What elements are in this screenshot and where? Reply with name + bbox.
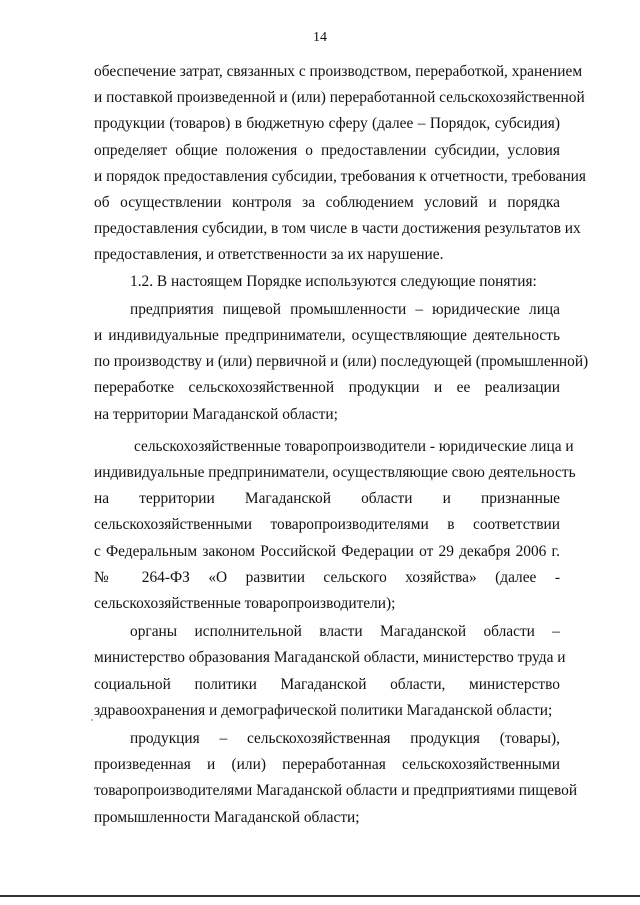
paragraph-section-1-2 (94, 269, 560, 295)
text-line: сельскохозяйственные товаропроизводители - юридические лица и (134, 437, 574, 455)
text-line: органы исполнительной власти Магаданской области – (130, 623, 560, 641)
page-number: 14 (313, 30, 327, 45)
text-line: об осуществлении контроля за соблюдением условий и порядка (94, 194, 560, 212)
text-line: на территории Магаданской области; (94, 405, 338, 423)
paragraph-executive-authorities (94, 619, 566, 724)
text-line: промышленности Магаданской области; (94, 808, 360, 826)
text-line: 1.2. В настоящем Порядке используются следующие понятия: (130, 272, 537, 290)
text-line: продукция – сельскохозяйственная продукция (товары), (130, 730, 560, 748)
text-line: и индивидуальные предприниматели, осуществляющие деятельность (94, 327, 560, 345)
text-line: на территории Магаданской области и признанные (94, 490, 560, 508)
document-body (94, 59, 589, 831)
paragraph-food-industry-enterprises (94, 297, 589, 428)
bottom-scan-border (0, 895, 640, 897)
text-line: предприятия пищевой промышленности – юридические лица (130, 300, 560, 318)
text-line: социальной политики Магаданской области, министерство (94, 675, 560, 693)
paragraph-products (94, 726, 578, 831)
text-line: министерство образования Магаданской области, министерство труда и (94, 649, 566, 667)
text-line: и порядок предоставления субсидии, требования к отчетности, требования (94, 167, 586, 185)
text-line: сельскохозяйственные товаропроизводители); (94, 595, 396, 613)
text-line: определяет общие положения о предоставлении субсидии, условия (94, 141, 560, 159)
paragraph-order-definition (94, 59, 586, 269)
text-line: и поставкой произведенной и (или) переработанной сельскохозяйственной (94, 89, 585, 107)
text-line: переработке сельскохозяйственной продукции и ее реализации (94, 379, 560, 397)
text-line: произведенная и (или) переработанная сельскохозяйственными (94, 756, 560, 774)
text-line: продукции (товаров) в бюджетную сферу (далее – Порядок, субсидия) (94, 115, 560, 133)
text-line: по производству и (или) первичной и (или) последующей (промышленной) (94, 353, 589, 371)
text-line: с Федеральным законом Российской Федерации от 29 декабря 2006 г. (94, 542, 560, 560)
text-line: сельскохозяйственными товаропроизводителями в соответствии (94, 516, 560, 534)
text-line: № 264-ФЗ «О развитии сельского хозяйства» (далее - (94, 568, 560, 586)
text-line: индивидуальные предприниматели, осуществляющие свою деятельность (94, 464, 576, 482)
scan-artifact (91, 719, 93, 721)
text-line: предоставления субсидии, в том числе в части достижения результатов их (94, 220, 581, 238)
text-line: здравоохранения и демографической политики Магаданской области; (94, 701, 553, 719)
text-line: обеспечение затрат, связанных с производством, переработкой, хранением (94, 63, 583, 80)
paragraph-agricultural-producers (94, 434, 576, 617)
text-line: предоставления, и ответственности за их нарушение. (94, 246, 444, 264)
text-line: товаропроизводителями Магаданской области и предприятиями пищевой (94, 782, 578, 800)
